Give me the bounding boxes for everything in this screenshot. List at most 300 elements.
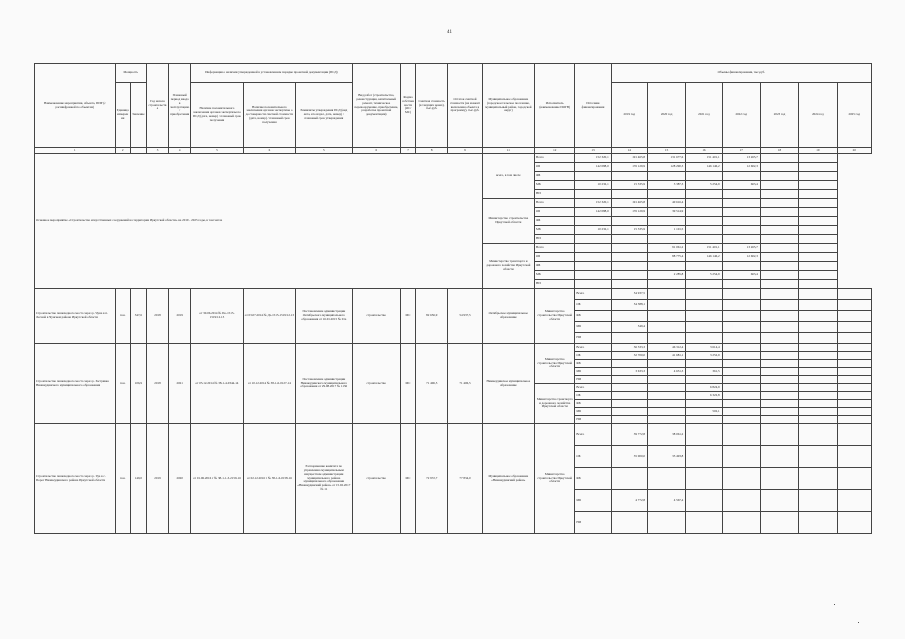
amount-cell (611, 468, 647, 490)
header-remainder: Остаток сметной стоимости (на момент включения объекта в программу), тыс.руб. (448, 64, 482, 148)
amount-cell (760, 244, 798, 253)
source-cell: ФБ (575, 311, 611, 322)
remainder-cell: 54 937,5 (448, 289, 482, 344)
amount-cell: 38 061,2 (647, 424, 685, 446)
amount-cell (837, 424, 872, 446)
amount-cell: 40 616,4 (647, 199, 685, 208)
amount-cell (799, 392, 837, 400)
amount-cell (799, 154, 837, 163)
amount-cell (647, 217, 685, 226)
header-funding: Объемы финансирования, тыс.руб. (611, 64, 871, 83)
amount-cell (799, 262, 837, 271)
value-cell: 106,9 (130, 344, 146, 424)
header-name: Наименование мероприятия, объекта, ПИР (с расшифровкой по объектам) (35, 64, 116, 148)
amount-cell (760, 190, 798, 199)
amount-cell (722, 199, 760, 208)
amount-cell (799, 172, 837, 181)
amount-cell: 146 146,2 (686, 253, 722, 262)
amount-cell (760, 300, 798, 311)
amount-cell: 663,4 (722, 271, 760, 280)
amount-cell: 4 567,4 (647, 490, 685, 512)
amount-cell (837, 512, 872, 534)
column-number: 13 (575, 148, 611, 154)
amount-cell (722, 190, 760, 199)
amount-cell (799, 300, 837, 311)
amount-cell: 3 633,3 (611, 368, 647, 376)
amount-cell: 502,1 (686, 408, 722, 416)
amount-cell (647, 376, 685, 384)
amount-cell (611, 280, 647, 289)
amount-cell: 152 320,1 (575, 199, 611, 208)
expertise-cell: от 30.06.2014 № По-1515-1519/12.13 (191, 289, 243, 344)
amount-cell (647, 289, 685, 300)
amount-cell (686, 262, 722, 271)
amount-cell: 6 824,9 (686, 384, 722, 392)
amount-cell (722, 360, 760, 368)
source-cell: ОБ (535, 253, 575, 262)
header-year: 2023 год (760, 83, 798, 148)
municipality-cell: Октябрьское муниципальное образование (482, 289, 534, 344)
amount-cell (722, 235, 760, 244)
source-cell: ОБ (575, 352, 611, 360)
amount-cell (722, 217, 760, 226)
amount-cell (760, 235, 798, 244)
amount-cell (760, 408, 798, 416)
amount-cell (760, 376, 798, 384)
amount-cell (722, 408, 760, 416)
source-cell: ОБ (535, 208, 575, 217)
amount-cell (575, 280, 611, 289)
amount-cell (799, 217, 837, 226)
amount-cell (799, 163, 837, 172)
source-cell: НИ (575, 512, 611, 534)
amount-cell: 10 232,1 (575, 181, 611, 190)
amount-cell: 12 602,3 (722, 253, 760, 262)
source-cell: Всего (535, 199, 575, 208)
unit-cell: п.м. (115, 424, 130, 534)
cost-expertise-cell: от 02.12.2016 г № 38-1-6-0158-16 (243, 424, 295, 534)
amount-cell: 128 290,3 (647, 163, 685, 172)
amount-cell (611, 172, 647, 181)
amount-cell (799, 512, 837, 534)
header-conclusion-exp: Наличие положительного заключения органов экспертизы по ПСД (дата, номер) / плановый срок получения (191, 83, 243, 148)
unit-cell: п.м. (115, 289, 130, 344)
start-year-cell: 2018 (146, 289, 168, 344)
header-year: 2021 год (686, 83, 722, 148)
amount-cell (647, 300, 685, 311)
value-cell: 347,6 (130, 289, 146, 344)
executor-cell: всего, в том числе (482, 154, 534, 199)
source-cell: ФБ (535, 217, 575, 226)
header-work-type: Вид работ (строительство, реконструкция, капитальный ремонт, техническое перевооружение, приобретение, разработка проектной документации) (352, 64, 400, 148)
property-form-cell: МС (400, 344, 415, 424)
amount-cell (837, 468, 872, 490)
amount-cell (647, 400, 685, 408)
amount-cell: 3 614,4 (686, 344, 722, 352)
amount-cell (760, 154, 798, 163)
amount-cell: 41 681,1 (647, 352, 685, 360)
amount-cell (760, 446, 798, 468)
estimate-cell: 82 656,9 (416, 289, 448, 344)
funding-table (34, 63, 872, 534)
source-cell: ОБ (575, 392, 611, 400)
source-cell: ФБ (575, 400, 611, 408)
executor-cell: Министерство строительства Иркутской области (482, 199, 534, 244)
amount-cell (837, 344, 872, 352)
scan-speck (834, 604, 835, 605)
scan-speck (858, 622, 859, 623)
amount-cell (686, 172, 722, 181)
amount-cell (611, 416, 647, 424)
amount-cell (722, 344, 760, 352)
amount-cell (722, 368, 760, 376)
amount-cell (647, 512, 685, 534)
amount-cell: 46 312,4 (647, 344, 685, 352)
amount-cell (760, 424, 798, 446)
header-year-start: Год начала строительства (146, 64, 168, 148)
cost-expertise-cell: от 03.07.2014 № Дз-1515-1519/12.13 (243, 289, 295, 344)
column-number: 6 (243, 148, 295, 154)
column-number: 7 (400, 148, 415, 154)
header-municipality: Муниципальное образование (городское/сельское поселение, муниципальный район, городской округ) (482, 64, 534, 148)
executor-cell: Министерство строительства Иркутской области (535, 344, 575, 384)
amount-cell (837, 368, 872, 376)
amount-cell (686, 208, 722, 217)
cost-expertise-cell: от 10.12.2014 № 38-1-6-0127-14 (243, 344, 295, 424)
header-property-form: Форма собственности (ОС/МС) (400, 64, 415, 148)
amount-cell (760, 468, 798, 490)
column-number: 4 (169, 148, 191, 154)
amount-cell (575, 262, 611, 271)
amount-cell (611, 400, 647, 408)
source-cell: МБ (535, 271, 575, 280)
amount-cell (799, 416, 837, 424)
amount-cell (686, 424, 722, 446)
header-info-psd: Информация о наличии утвержденной в установленном порядке проектной документации (ПСД) (191, 64, 352, 83)
amount-cell: 5 254,9 (686, 181, 722, 190)
column-number: 20 (837, 148, 872, 154)
amount-cell (722, 352, 760, 360)
amount-cell: 142 088,0 (575, 208, 611, 217)
header-year: 2025 год (837, 83, 872, 148)
amount-cell: 39 514,9 (647, 208, 685, 217)
column-number: 5 (296, 148, 352, 154)
amount-cell (722, 300, 760, 311)
amount-cell (837, 360, 872, 368)
source-cell: НИ (535, 235, 575, 244)
amount-cell (799, 235, 837, 244)
amount-cell (686, 289, 722, 300)
amount-cell (799, 322, 837, 333)
amount-cell (647, 262, 685, 271)
amount-cell (837, 333, 872, 344)
amount-cell (611, 512, 647, 534)
amount-cell (722, 226, 760, 235)
amount-cell: 146 146,2 (686, 163, 722, 172)
column-number: 8 (416, 148, 448, 154)
amount-cell (760, 208, 798, 217)
amount-cell: 32 700,0 (611, 352, 647, 360)
source-cell: ФБ (575, 468, 611, 490)
amount-cell (647, 311, 685, 322)
amount-cell (722, 400, 760, 408)
amount-cell: 91 061,2 (647, 244, 685, 253)
amount-cell: 15 335,9 (611, 181, 647, 190)
amount-cell (647, 235, 685, 244)
amount-cell (722, 384, 760, 392)
estimate-cell: 72 972,7 (416, 424, 448, 534)
value-cell: 149,0 (130, 424, 146, 534)
amount-cell (686, 490, 722, 512)
source-cell: ФБ (575, 360, 611, 368)
amount-cell (647, 392, 685, 400)
amount-cell (686, 235, 722, 244)
amount-cell (611, 217, 647, 226)
amount-cell (722, 376, 760, 384)
amount-cell (799, 311, 837, 322)
source-cell: Всего (535, 154, 575, 163)
amount-cell: 13 265,7 (722, 244, 760, 253)
header-unit: Единица измерения (115, 83, 130, 148)
amount-cell (799, 289, 837, 300)
amount-cell: 191 465,8 (611, 154, 647, 163)
amount-cell (611, 376, 647, 384)
column-number: 17 (722, 148, 760, 154)
object-name: Строительство пешеходного моста через р. Чуна в п. Лесной в Чунском районе Иркутской области (35, 289, 116, 344)
amount-cell (722, 333, 760, 344)
amount-cell (722, 424, 760, 446)
amount-cell: 10 232,1 (575, 226, 611, 235)
work-type-cell: строительство (352, 289, 400, 344)
amount-cell (799, 333, 837, 344)
start-year-cell: 2018 (146, 344, 168, 424)
amount-cell (611, 235, 647, 244)
source-cell: НИ (575, 376, 611, 384)
object-name: Строительство пешеходного моста через р. Застрявка Нижнеудинского муниципального образования (35, 344, 116, 424)
amount-cell (799, 468, 837, 490)
amount-cell (760, 400, 798, 408)
header-executor: Исполнитель (наименование ИОГВ) (535, 64, 575, 148)
amount-cell (837, 289, 872, 300)
amount-cell (647, 322, 685, 333)
amount-cell (837, 400, 872, 408)
amount-cell (799, 280, 837, 289)
amount-cell (575, 271, 611, 280)
amount-cell (760, 384, 798, 392)
amount-cell (722, 322, 760, 333)
amount-cell (837, 446, 872, 468)
amount-cell (611, 408, 647, 416)
requisites-cell: Постановление администрации Нижнеудинского муниципального образования от 29.08.2017 № 1136 (296, 344, 352, 424)
column-number: 3 (146, 148, 168, 154)
amount-cell (647, 360, 685, 368)
column-number: 5 (191, 148, 243, 154)
amount-cell: 54 937,5 (611, 289, 647, 300)
amount-cell (799, 271, 837, 280)
source-cell: НИ (535, 280, 575, 289)
header-year-plan: Плановый период ввода в эксплуатацию/приобретения (169, 64, 191, 148)
amount-cell: 12 602,3 (722, 163, 760, 172)
amount-cell (760, 490, 798, 512)
amount-cell (837, 490, 872, 512)
amount-cell: 176 129,9 (611, 163, 647, 172)
amount-cell (760, 172, 798, 181)
amount-cell (722, 490, 760, 512)
amount-cell (686, 446, 722, 468)
amount-cell (722, 172, 760, 181)
amount-cell (611, 244, 647, 253)
amount-cell (760, 199, 798, 208)
amount-cell (611, 333, 647, 344)
amount-cell (799, 181, 837, 190)
work-type-cell: строительство (352, 344, 400, 424)
amount-cell (686, 416, 722, 424)
amount-cell: 36 333,3 (611, 344, 647, 352)
amount-cell (686, 311, 722, 322)
source-cell: НИ (575, 416, 611, 424)
amount-cell (686, 512, 722, 534)
source-cell: Всего (575, 424, 611, 446)
table-row (35, 344, 872, 352)
column-number: 1 (35, 148, 116, 154)
amount-cell: 361,5 (686, 368, 722, 376)
header-year: 2024 год (799, 83, 837, 148)
source-cell: ОБ (575, 446, 611, 468)
amount-cell (760, 416, 798, 424)
amount-cell (837, 311, 872, 322)
amount-cell: 5 254,9 (686, 271, 722, 280)
amount-cell (722, 468, 760, 490)
header-value: Значение (130, 83, 146, 148)
amount-cell (760, 360, 798, 368)
amount-cell (647, 384, 685, 392)
amount-cell (686, 468, 722, 490)
amount-cell (799, 360, 837, 368)
amount-cell (760, 289, 798, 300)
amount-cell (760, 392, 798, 400)
column-number: 2 (115, 148, 130, 154)
amount-cell (760, 333, 798, 344)
source-cell: МБ (535, 226, 575, 235)
amount-cell (686, 376, 722, 384)
main-event-name: Основное мероприятие «Строительство искусственных сооружений на территории Иркутской области» на 2019 - 2025 годы, в том числе (35, 154, 483, 289)
source-cell: МБ (535, 181, 575, 190)
amount-cell (799, 376, 837, 384)
amount-cell (760, 280, 798, 289)
amount-cell (760, 352, 798, 360)
property-form-cell: МС (400, 289, 415, 344)
amount-cell: 549,4 (611, 322, 647, 333)
amount-cell (686, 333, 722, 344)
object-name: Строительство пешеходного моста через р. Уда в с. Порог Нижнеудинского района Иркутской области (35, 424, 116, 534)
amount-cell (686, 217, 722, 226)
executor-cell: Министерство транспорта и дорожного хозяйства Иркутской области (535, 384, 575, 424)
source-cell: Всего (575, 289, 611, 300)
amount-cell (647, 280, 685, 289)
source-cell: ОБ (575, 300, 611, 311)
source-cell: МБ (575, 408, 611, 416)
source-cell: ОБ (535, 163, 575, 172)
amount-cell: 4 772,8 (611, 490, 647, 512)
end-year-cell: 2020 (169, 424, 191, 534)
amount-cell (799, 208, 837, 217)
amount-cell (837, 376, 872, 384)
source-cell: ФБ (535, 172, 575, 181)
amount-cell (722, 446, 760, 468)
amount-cell (611, 384, 647, 392)
amount-cell: 4 631,3 (647, 368, 685, 376)
amount-cell (647, 408, 685, 416)
column-number: 18 (760, 148, 798, 154)
amount-cell (799, 400, 837, 408)
table-row (35, 289, 872, 300)
amount-cell (760, 368, 798, 376)
column-number: 9 (448, 148, 482, 154)
amount-cell (611, 190, 647, 199)
executor-cell: Министерство транспорта и дорожного хозяйства Иркутской области (482, 244, 534, 289)
amount-cell (760, 181, 798, 190)
amount-cell: 151 401,1 (686, 154, 722, 163)
page-number: 41 (447, 30, 452, 35)
municipality-cell: Нижнеудинское муниципальное образование (482, 344, 534, 424)
amount-cell (722, 392, 760, 400)
estimate-cell: 71 406,5 (416, 344, 448, 424)
amount-cell (686, 300, 722, 311)
column-number: 19 (799, 148, 837, 154)
table-row (35, 424, 872, 446)
amount-cell (686, 199, 722, 208)
amount-cell (837, 300, 872, 311)
amount-cell (760, 311, 798, 322)
amount-cell (799, 352, 837, 360)
end-year-cell: 2019 (169, 289, 191, 344)
amount-cell (837, 322, 872, 333)
source-cell: ФБ (535, 262, 575, 271)
table-row (35, 154, 872, 163)
amount-cell: 35 000,0 (611, 446, 647, 468)
amount-cell: 191 465,8 (611, 199, 647, 208)
work-type-cell: строительство (352, 424, 400, 534)
amount-cell (647, 416, 685, 424)
amount-cell: 663,4 (722, 181, 760, 190)
amount-cell (611, 311, 647, 322)
column-number: 12 (535, 148, 575, 154)
end-year-cell: 2021 (169, 344, 191, 424)
amount-cell (760, 344, 798, 352)
amount-cell (686, 400, 722, 408)
amount-cell (837, 408, 872, 416)
amount-cell (722, 262, 760, 271)
amount-cell (686, 190, 722, 199)
header-conclusion-cost: Наличие положительного заключения органов экспертизы о достоверности сметной стоимости (дата, номер) / плановый срок получения (243, 83, 295, 148)
executor-cell: Министерство строительства Иркутской области (535, 424, 575, 534)
executor-cell: Министерство строительства Иркутской области (535, 289, 575, 344)
header-year: 2019 год (611, 83, 647, 148)
amount-cell (575, 253, 611, 262)
unit-cell: п.м. (115, 344, 130, 424)
start-year-cell: 2019 (146, 424, 168, 534)
source-cell: МБ (575, 490, 611, 512)
amount-cell (722, 280, 760, 289)
expertise-cell: от 05.12.2014 № 38-1-4-0344-14 (191, 344, 243, 424)
amount-cell (575, 235, 611, 244)
amount-cell: 1 101,5 (647, 226, 685, 235)
column-number: 6 (352, 148, 400, 154)
amount-cell (722, 208, 760, 217)
remainder-cell: 77 834,0 (448, 424, 482, 534)
amount-cell (647, 333, 685, 344)
source-cell: НИ (575, 333, 611, 344)
